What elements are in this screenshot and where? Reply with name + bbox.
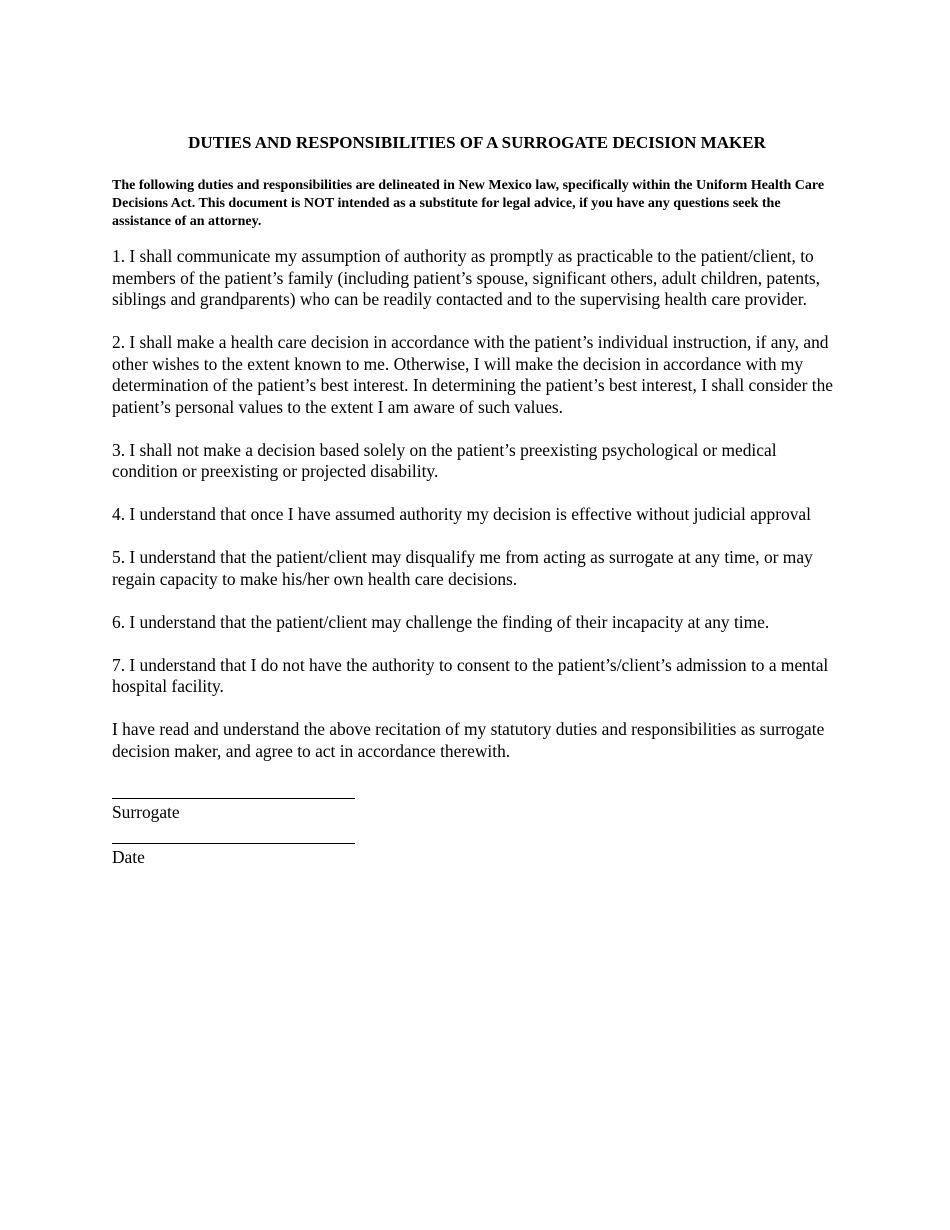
duty-item-4: 4. I understand that once I have assumed authority my decision is effective without judicial approval xyxy=(112,504,811,524)
date-signature-line[interactable] xyxy=(112,829,355,844)
signature-block xyxy=(112,784,842,868)
duty-item-1: 1. I shall communicate my assumption of authority as promptly as practicable to the patient/client, to members of the patient’s family (including patient’s spouse, significant others, adult children, patents, siblings and grandparents) who can be readily contacted and to the supervising health care provider. xyxy=(112,246,821,309)
surrogate-signature-line[interactable] xyxy=(112,784,355,799)
duty-item-3: 3. I shall not make a decision based solely on the patient’s preexisting psychological or medical condition or preexisting or projected disability. xyxy=(112,439,777,481)
document-title: DUTIES AND RESPONSIBILITIES OF A SURROGATE DECISION MAKER xyxy=(188,133,766,152)
duty-item-6: 6. I understand that the patient/client may challenge the finding of their incapacity at any time. xyxy=(112,611,770,632)
duty-item-5: 5. I understand that the patient/client may disqualify me from acting as surrogate at any time, or may regain capacity to make his/her own health care decisions. xyxy=(112,547,813,589)
date-label: Date xyxy=(112,846,145,867)
duty-item-7: 7. I understand that I do not have the authority to consent to the patient’s/client’s admission to a mental hospital facility. xyxy=(112,654,829,696)
legal-notice: The following duties and responsibilities are delineated in New Mexico law, specifically within the Uniform Health Care Decisions Act. This document is NOT intended as a substitute for legal advice, if you have any questions seek the assistance of an attorney. xyxy=(112,178,825,229)
surrogate-label: Surrogate xyxy=(112,801,180,822)
duty-item-2: 2. I shall make a health care decision in accordance with the patient’s individual instruction, if any, and other wishes to the extent known to me. Otherwise, I will make the decision in accordance with my determination of the patient’s best interest. In determining the patient’s best interest, I shall consider the patient’s personal values to the extent I am aware of such values. xyxy=(112,332,834,417)
document-page xyxy=(112,131,842,874)
acknowledgement-statement: I have read and understand the above recitation of my statutory duties and responsibilities as surrogate decision maker, and agree to act in accordance therewith. xyxy=(112,719,825,761)
